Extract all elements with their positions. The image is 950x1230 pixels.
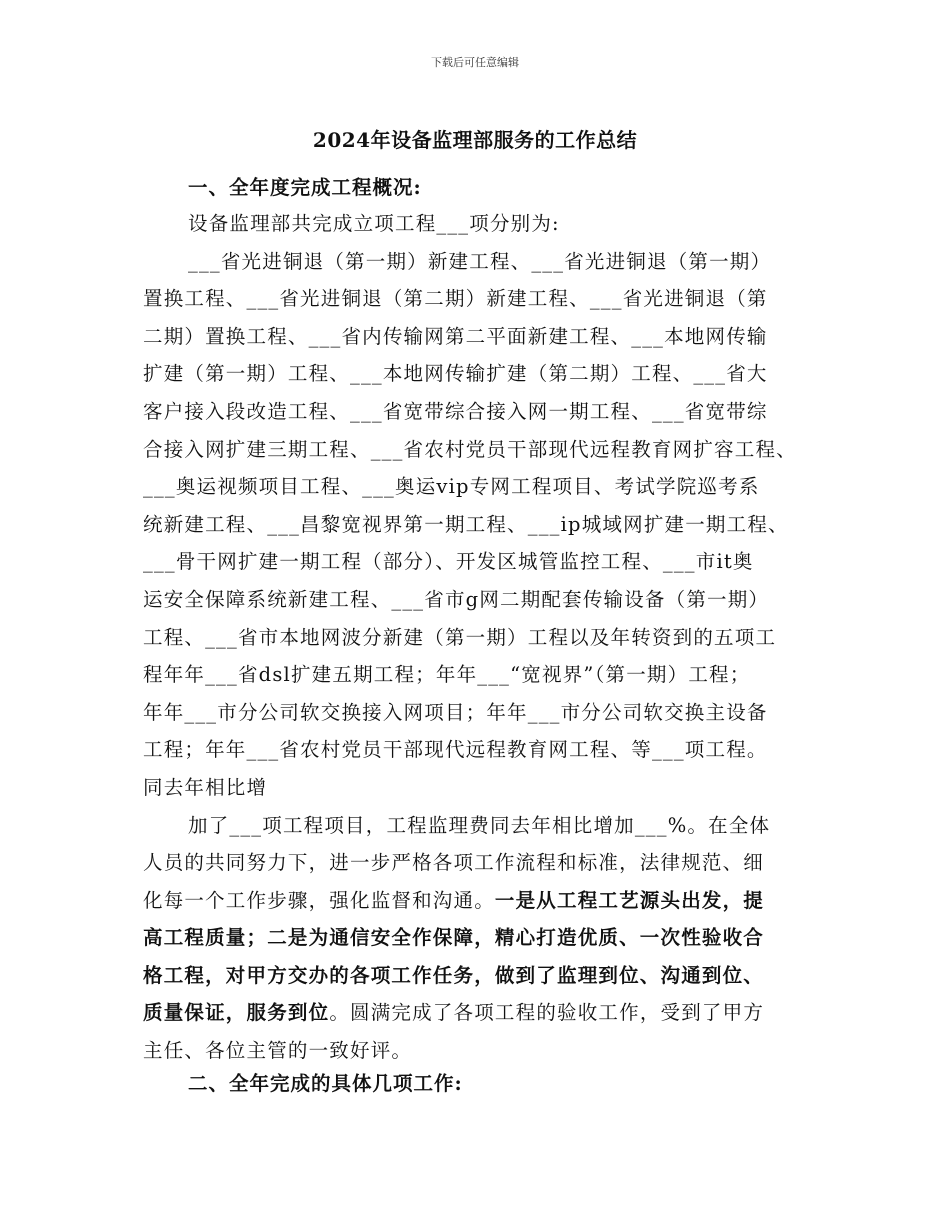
paragraph-2-line: 高工程质量；二是为通信安全作保障，精心打造优质、一次性验收合 (143, 926, 765, 950)
project-list-line: ___奥运视频项目工程、___奥运vip专网工程项目、考试学院巡考系 (143, 475, 760, 499)
project-list-line: ___省光进铜退（第一期）新建工程、___省光进铜退（第一期） (188, 249, 772, 273)
project-list-line: 同去年相比增 (143, 775, 268, 799)
project-list-line: ___骨干网扩建一期工程（部分）、开发区城管监控工程、___市it奥 (143, 550, 754, 574)
section-1-body (143, 205, 813, 1070)
normal-text: 。圆满完成了各项工程的验收工作，受到了甲方 (329, 1001, 765, 1025)
bold-text: 一是从工程工艺源头出发，提 (494, 888, 765, 912)
project-list-line: 统新建工程、___昌黎宽视界第一期工程、___ip城域网扩建一期工程、 (143, 512, 789, 536)
project-list-line: 合接入网扩建三期工程、___省农村党员干部现代远程教育网扩容工程、 (143, 437, 797, 461)
project-list-line: 二期）置换工程、___省内传输网第二平面新建工程、___本地网传输 (143, 324, 768, 348)
section-heading-2: 二、全年完成的具体几项工作: (188, 1072, 463, 1095)
project-list-line: 工程；年年___省农村党员干部现代远程教育网工程、等___项工程。 (143, 738, 768, 762)
project-list-line: 年年___市分公司软交换接入网项目；年年___市分公司软交换主设备 (143, 700, 768, 724)
project-list-line: 运安全保障系统新建工程、___省市g网二期配套传输设备（第一期） (143, 587, 770, 611)
project-list-line: 扩建（第一期）工程、___本地网传输扩建（第二期）工程、___省大 (143, 362, 768, 386)
document-title: 2024年设备监理部服务的工作总结 (312, 128, 638, 152)
bold-text: 质量保证，服务到位 (143, 1001, 330, 1025)
paragraph-2-line: 格工程，对甲方交办的各项工作任务，做到了监理到位、沟通到位、 (143, 963, 765, 987)
intro-line: 设备监理部共完成立项工程___项分别为: (188, 212, 560, 235)
project-list-line: 置换工程、___省光进铜退（第二期）新建工程、___省光进铜退（第 (143, 287, 768, 311)
project-list-line: 客户接入段改造工程、___省宽带综合接入网一期工程、___省宽带综 (143, 399, 768, 423)
project-list-line: 程年年___省dsl扩建五期工程；年年___“宽视界”（第一期）工程； (143, 663, 751, 687)
paragraph-2-line: 加了___项工程项目，工程监理费同去年相比增加___%。在全体 (188, 813, 771, 837)
paragraph-2-line: 主任、各位主管的一致好评。 (143, 1039, 413, 1063)
page-header-note: 下载后可任意编辑 (431, 56, 519, 69)
paragraph-2-line: 人员的共同努力下，进一步严格各项工作流程和标准，法律规范、细 (143, 851, 765, 875)
paragraph-2-line (143, 994, 813, 1032)
project-list-line: 工程、___省市本地网波分新建（第一期）工程以及年转资到的五项工 (143, 625, 777, 649)
paragraph-2-line (143, 882, 813, 920)
normal-text: 化每一个工作步骤，强化监督和沟通。 (143, 888, 495, 912)
section-heading-1: 一、全年度完成工程概况: (188, 176, 422, 199)
